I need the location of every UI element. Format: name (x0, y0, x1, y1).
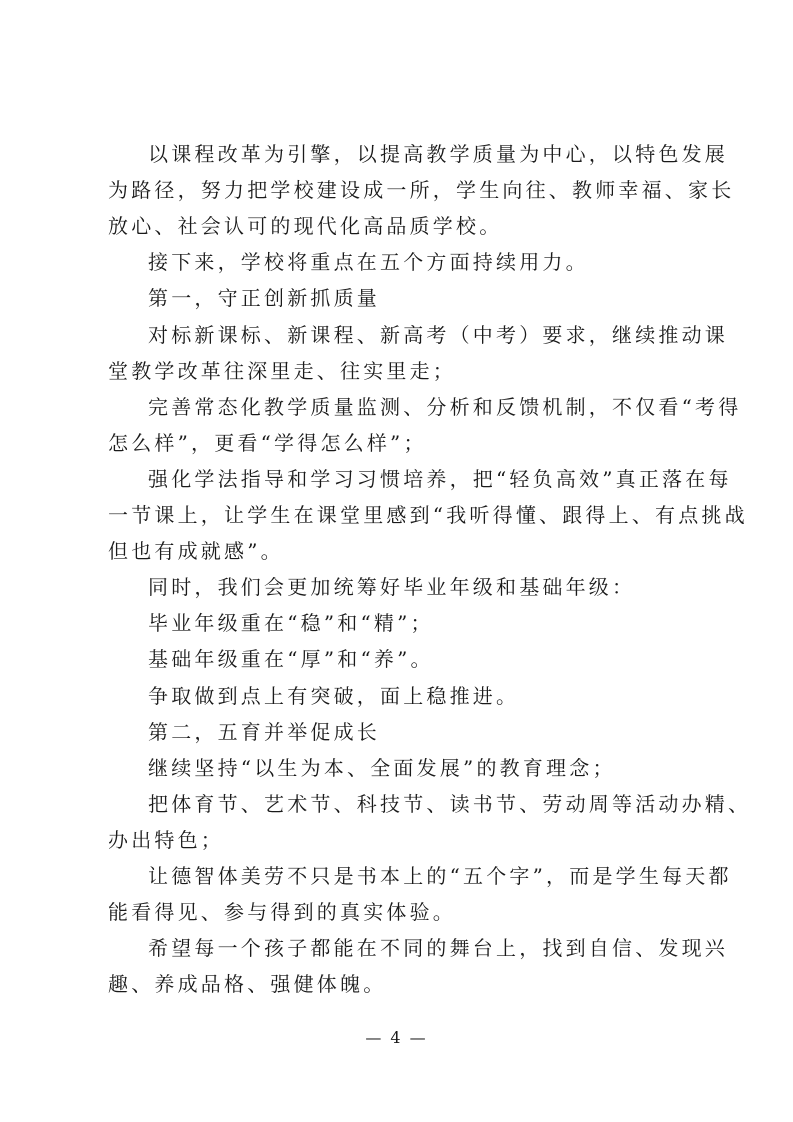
text-line: 让德智体美劳不只是书本上的“五个字”，而是学生每天都 (148, 864, 732, 888)
text-line: 以课程改革为引擎，以提高教学质量为中心，以特色发展 (148, 142, 728, 166)
text-line: 完善常态化教学质量监测、分析和反馈机制，不仅看“考得 (148, 394, 742, 419)
text-line: 争取做到点上有突破，面上稳推进。 (148, 683, 520, 708)
text-line: 趣、养成品格、强健体魄。 (108, 972, 387, 997)
text-line: 接下来，学校将重点在五个方面持续用力。 (148, 250, 589, 275)
text-line: 强化学法指导和学习习惯培养，把“轻负高效”真正落在每 (148, 466, 732, 491)
section-heading: 第二，五育并举促成长 (148, 719, 380, 744)
text-line: 毕业年级重在“稳”和“精”； (148, 611, 434, 636)
text-line: 但也有成就感”。 (108, 539, 284, 564)
text-line: 同时，我们会更加统筹好毕业年级和基础年级： (148, 575, 636, 600)
page-number: — 4 — (365, 1028, 428, 1047)
text-line: 为路径，努力把学校建设成一所，学生向往、教师幸福、家长 (108, 178, 735, 203)
text-line: 办出特色； (108, 827, 224, 852)
text-line: 堂教学改革往深里走、往实里走； (108, 358, 456, 383)
text-line: 希望每一个孩子都能在不同的舞台上，找到自信、发现兴 (148, 936, 728, 961)
text-line: 怎么样”，更看“学得怎么样”； (108, 430, 427, 455)
text-line: 一节课上，让学生在课堂里感到“我听得懂、跟得上、有点挑战 (108, 503, 748, 527)
text-line: 能看得见、参与得到的真实体验。 (108, 900, 456, 925)
text-line: 放心、社会认可的现代化高品质学校。 (108, 214, 503, 239)
section-heading: 第一，守正创新抓质量 (148, 286, 380, 311)
text-line: 把体育节、艺术节、科技节、读书节、劳动周等活动办精、 (148, 791, 752, 816)
text-line: 对标新课标、新课程、新高考（中考）要求，继续推动课 (148, 322, 728, 347)
text-line: 继续坚持“以生为本、全面发展”的教育理念； (148, 755, 616, 780)
text-line: 基础年级重在“厚”和“养”。 (148, 647, 434, 672)
